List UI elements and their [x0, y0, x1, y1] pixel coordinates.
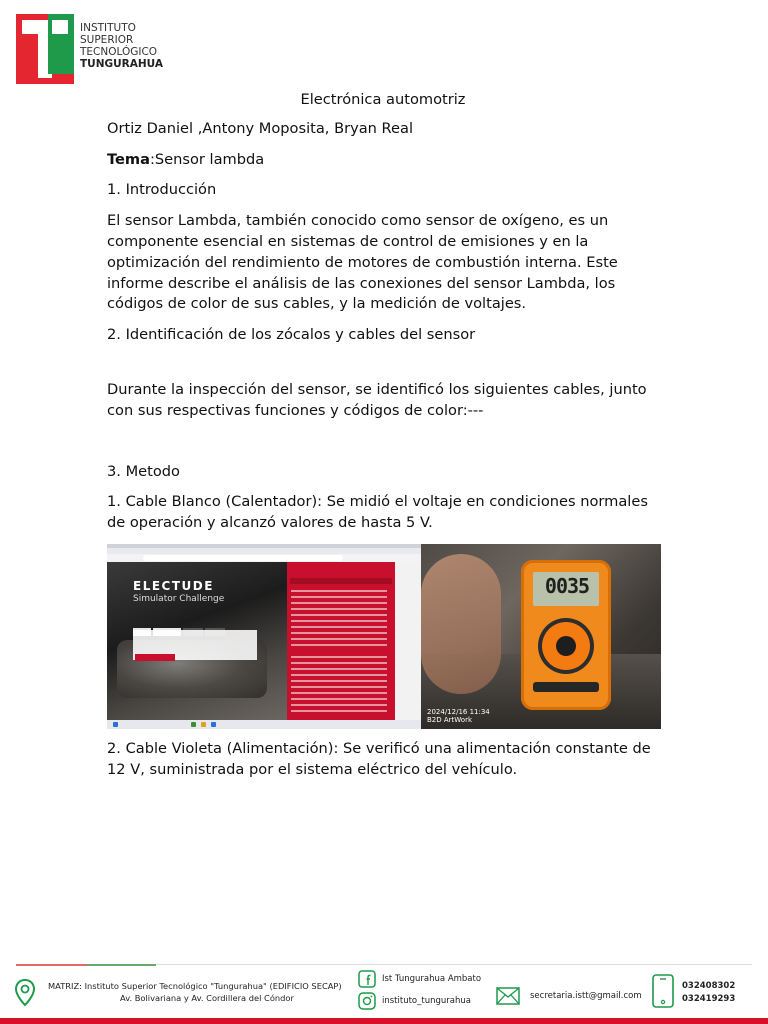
logo-line-4: TUNGURAHUA [80, 58, 163, 70]
logo-mark-icon [16, 14, 74, 84]
phone-number-2: 032419293 [682, 994, 736, 1004]
document-subject: Electrónica automotriz [300, 91, 466, 108]
logo-text [80, 22, 163, 70]
instagram-link[interactable] [358, 992, 498, 1014]
institute-logo [16, 14, 176, 86]
facebook-icon [358, 970, 376, 988]
simulator-title: ELECTUDE [133, 578, 214, 593]
photo-timestamp: 2024/12/16 11:34 [427, 707, 490, 716]
instagram-icon [358, 992, 376, 1010]
footer-phones [682, 980, 735, 1006]
multimeter-photo [421, 544, 661, 729]
phone-number-1: 032408302 [682, 981, 736, 991]
footer-address [48, 980, 348, 1004]
address-line-2: Av. Bolivariana y Av. Cordillera del Cóndor [120, 993, 294, 1003]
section-1-title: 1. Introducción [107, 181, 217, 199]
facebook-link[interactable] [358, 970, 498, 992]
method-item-1: 1. Cable Blanco (Calentador): Se midió el voltaje en condiciones normales de operación y alcanzó valores de hasta 5 V. [107, 493, 648, 532]
section-2-title: 2. Identificación de los zócalos y cables del sensor [107, 326, 476, 344]
location-pin-icon [14, 978, 36, 1008]
footer-email[interactable]: secretaria.istt@gmail.com [530, 991, 642, 1001]
topic-value: :Sensor lambda [149, 150, 265, 168]
section-3-title: 3. Metodo [107, 462, 180, 480]
multimeter-reading: 0035 [544, 573, 590, 598]
logo-line-3: TECNOLÓGICO [80, 46, 158, 58]
photo-watermark: B2D ArtWork [427, 715, 473, 724]
simulator-screenshot [107, 544, 421, 729]
logo-line-1: INSTITUTO [80, 22, 136, 34]
document-body [107, 90, 659, 791]
photo-collage [107, 544, 661, 729]
document-topic [107, 150, 659, 171]
simulator-subtitle: Simulator Challenge [133, 593, 225, 604]
method-item-2: 2. Cable Violeta (Alimentación): Se verificó una alimentación constante de 12 V, suministrada por el sistema eléctrico del vehículo. [107, 739, 651, 778]
page-footer [0, 966, 768, 1016]
photo-stamp [427, 708, 490, 724]
section-1-body: El sensor Lambda, también conocido como sensor de oxígeno, es un componente esencial en sistemas de control de emisiones y en la optimización del rendimiento de motores de combustión interna. Este informe describe el análisis de las conexiones del sensor Lambda, los códigos de color de sus cables, y la medición de voltajes. [107, 212, 618, 313]
facebook-handle: Ist Tungurahua Ambato [382, 974, 482, 984]
email-icon [496, 986, 520, 1006]
section-2-body: Durante la inspección del sensor, se identificó los siguientes cables, junto con sus respectivas funciones y códigos de color:--- [107, 380, 647, 419]
address-line-1: MATRIZ: Instituto Superior Tecnológico "Tungurahua" (EDIFICIO SECAP) [48, 981, 342, 991]
instagram-handle: instituto_tungurahua [382, 996, 471, 1006]
footer-bar [0, 1018, 768, 1024]
footer-social [358, 970, 498, 1014]
phone-icon [651, 974, 675, 1008]
logo-line-2: SUPERIOR [80, 34, 134, 46]
document-authors: Ortiz Daniel ,Antony Moposita, Bryan Real [107, 119, 414, 137]
topic-label: Tema [107, 150, 150, 168]
